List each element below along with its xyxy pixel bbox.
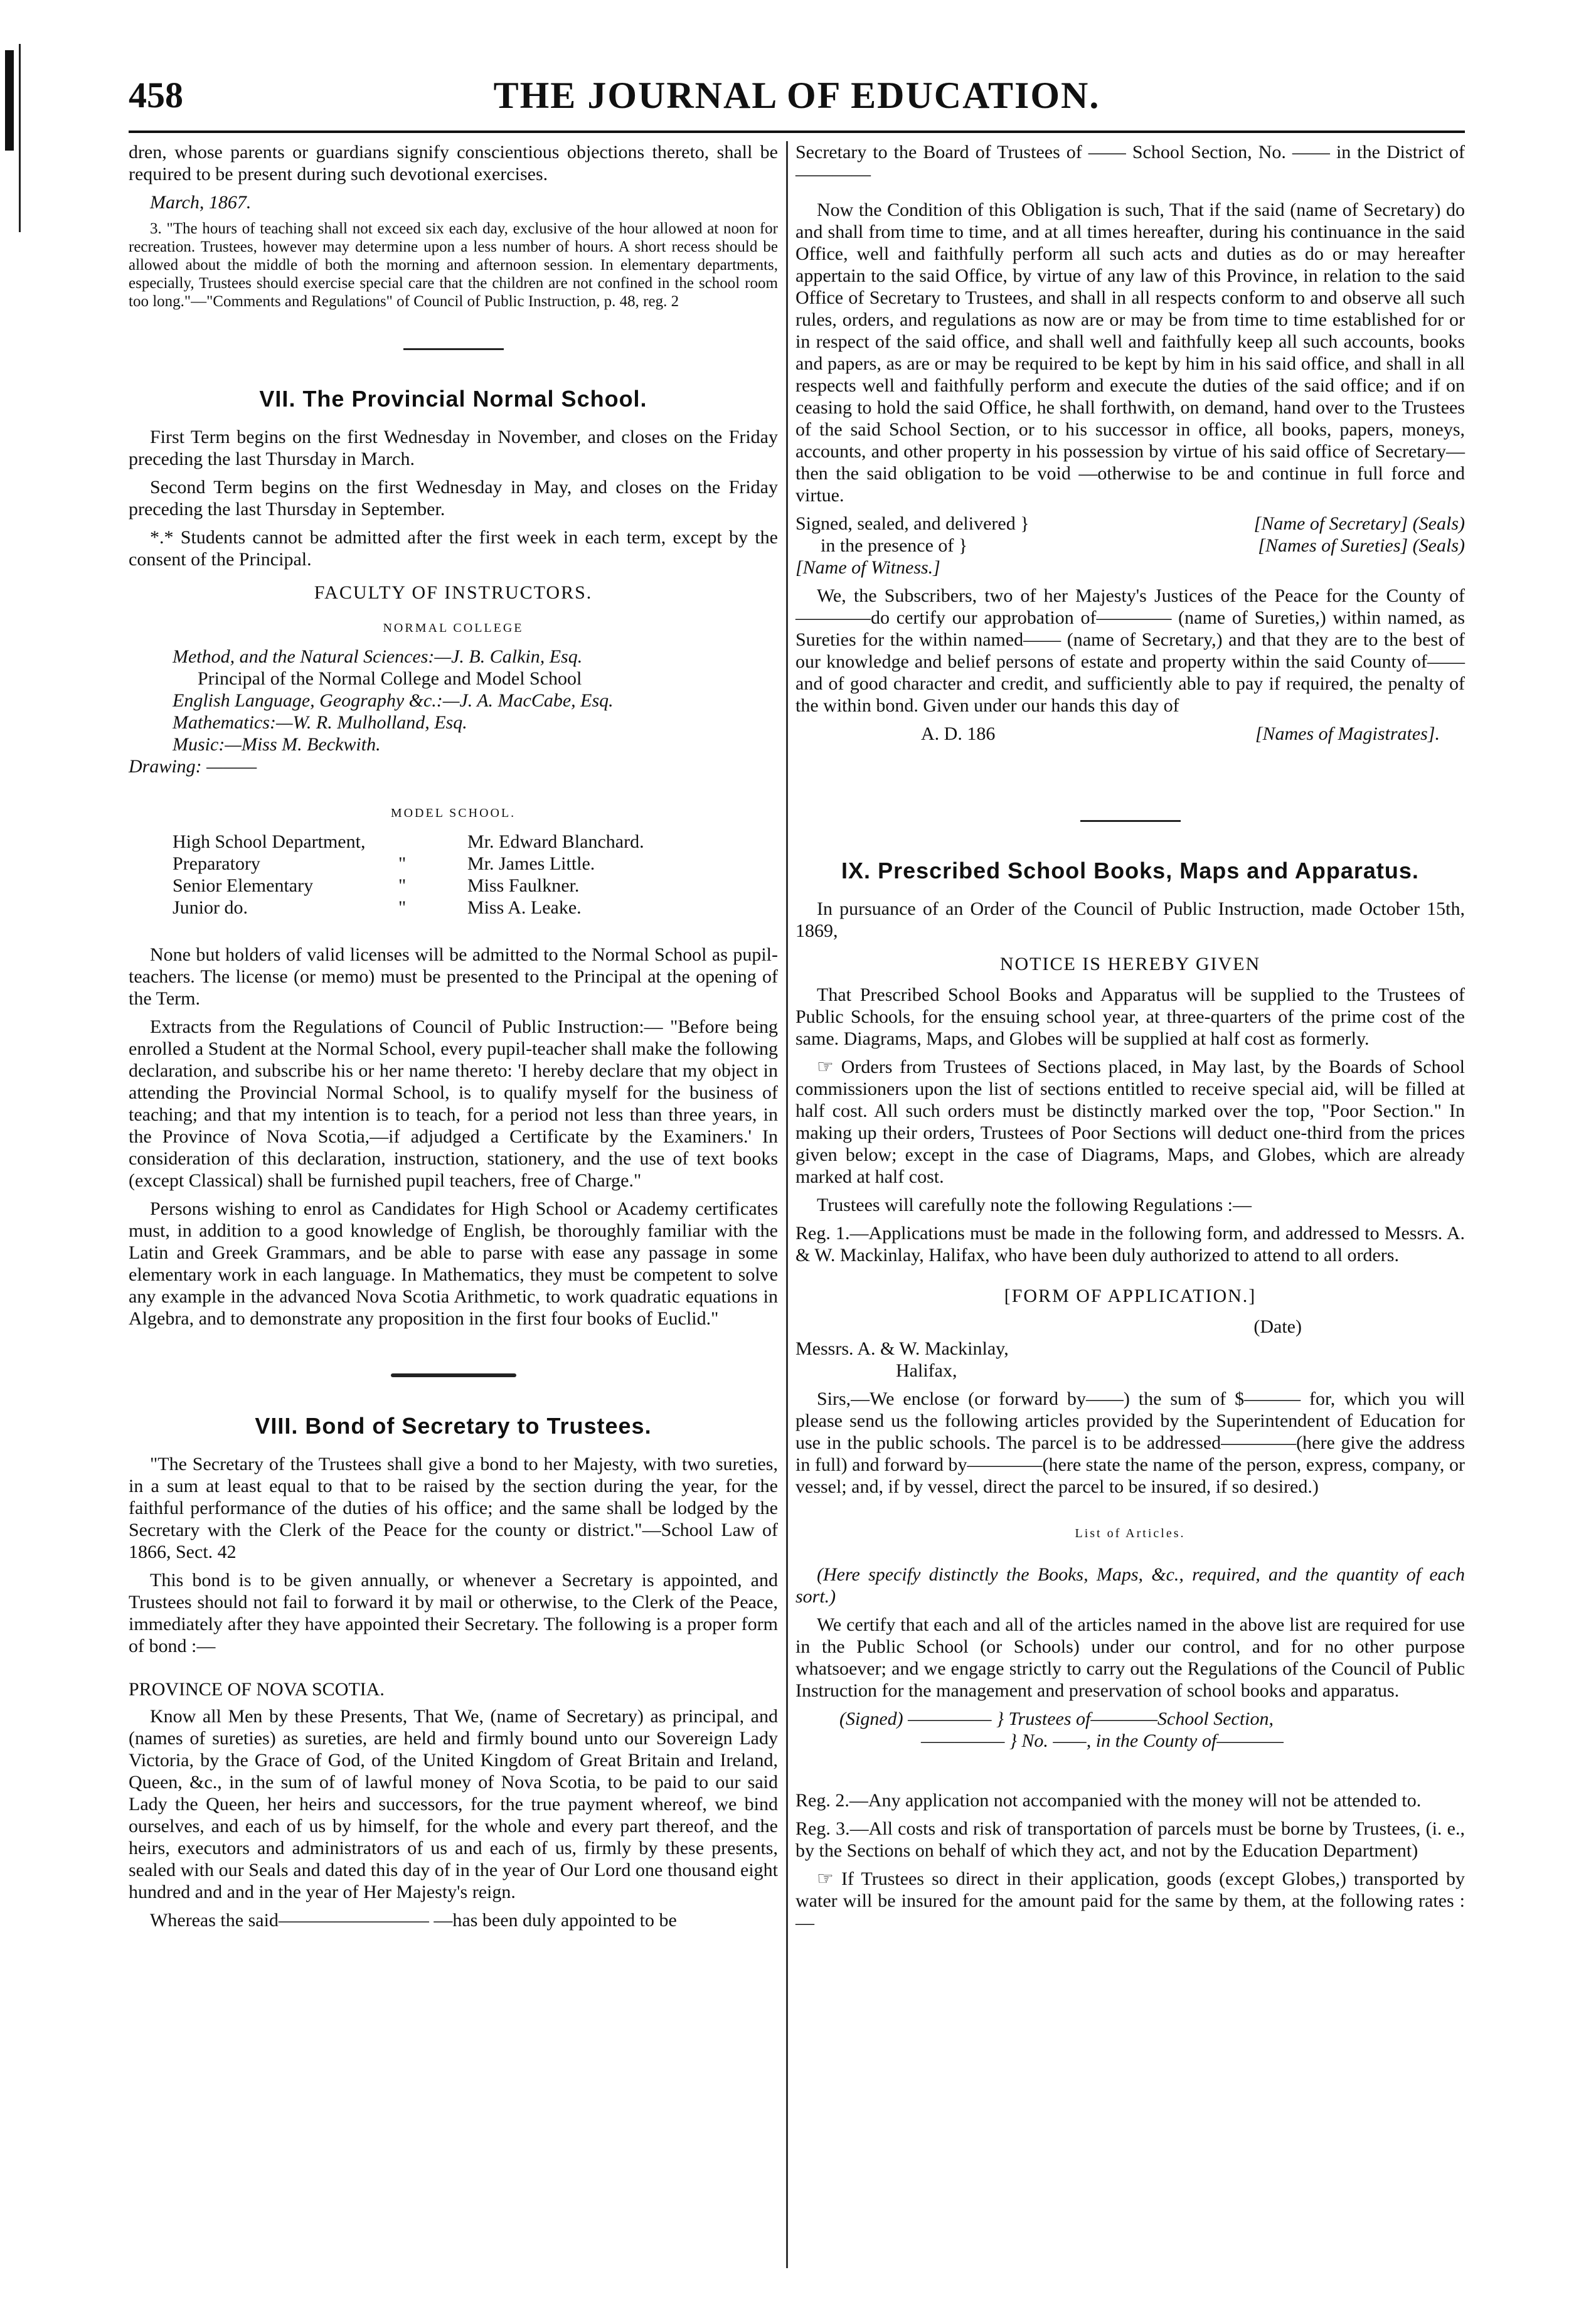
justices-paragraph: We, the Subscribers, two of her Majesty's Justices of the Peace for the County of————do certify our approbation of———— (name of Sureties,) within named, as Sureties for the within named—— (name of Secretary,) and that they are to the best of our knowledge and belief persons of estate and property within the said County of——and of good character and credit, and sufficiently able to pay if required, the penalty of the within bond. Given under our hands this day of — [795, 585, 1465, 716]
journal-title: THE JOURNAL OF EDUCATION. — [493, 75, 1100, 116]
second-term: Second Term begins on the first Wednesday in May, and closes on the Friday preceding the last Thursday in September. — [129, 477, 778, 520]
regulation-2: Reg. 2.—Any application not accompanied with the money will not be attended to. — [795, 1790, 1422, 1811]
extracts-paragraph: Extracts from the Regulations of Council of Public Instruction:— "Before being enrolled a Student at the Normal School, every pupil-teacher shall make the following declaration, and subscribe his or her name thereto: 'I hereby declare that my object in attending the Provincial Normal School, is to qualify myself for the business of teaching; and that my intention is to teach, for a period not less than three years, in the Province of Nova Scotia,—if adjudged a Certificate by the Examiners.' In consideration of this declaration, instruction, stationery, and the use of text books (except Classical) shall be furnished pupil teachers, free of Charge." — [129, 1016, 778, 1191]
model-row — [173, 831, 778, 853]
section-ix-title: IX. Prescribed School Books, Maps and Apparatus. — [841, 858, 1419, 883]
witness-line: [Name of Witness.] — [795, 557, 940, 578]
bond-law-paragraph: "The Secretary of the Trustees shall give a bond to her Majesty, with two sureties, in a sum at least equal to that to be raised by the section during the year, for the faithful performance of the duties of his office; and the same shall be lodged by the Secretary with the Clerk of the Peace for the county or district."—School Law of 1866, Sect. 42 — [129, 1454, 778, 1562]
intro-paragraph: dren, whose parents or guardians signify conscientious objections thereto, shall be required to be present during such devotional exercises. — [129, 142, 778, 184]
regulations-intro: Trustees will carefully note the following Regulations :— — [817, 1195, 1252, 1215]
first-term: First Term begins on the first Wednesday in November, and closes on the Friday preceding the last Thursday in March. — [129, 427, 778, 469]
signed-trustees: (Signed) ————— } Trustees of————School Section, — [839, 1708, 1274, 1729]
signature-row — [795, 535, 1465, 557]
right-column — [795, 141, 1465, 1940]
model-teacher: Miss Faulkner. — [467, 875, 580, 896]
prescribed-books-paragraph: That Prescribed School Books and Apparatus will be supplied to the Trustees of Public Schools, for the ensuing school year, at three-quarters of the prime cost of the same. Diagrams, Maps, and Globes will be supplied at half cost as formerly. — [795, 984, 1465, 1049]
licenses-paragraph: None but holders of valid licenses will be admitted to the Normal School as pupil-teachers. The license (or memo) must be presented to the Principal at the opening of the Term. — [129, 944, 778, 1009]
model-teacher: Mr. Edward Blanchard. — [467, 831, 644, 852]
section-separator — [391, 1373, 516, 1377]
persons-paragraph: Persons wishing to enrol as Candidates for High School or Academy certificates must, in addition to a good knowledge of English, be thoroughly familiar with the Latin and Greek Grammars, and be able to parse with ease any passage in some elementary work in each language. In Mathematics, they must be competent to solve any example in the advanced Nova Scotia Arithmetic, to work quadratic equations in Algebra, and to demonstrate any proposition in the first four books of Euclid." — [129, 1198, 778, 1329]
signed-delivered: Signed, sealed, and delivered } — [795, 513, 1029, 534]
magistrates-names: [Names of Magistrates]. — [1255, 723, 1440, 744]
condition-paragraph: Now the Condition of this Obligation is such, That if the said (name of Secretary) do and shall from time to time, and at all times hereafter, during his continuance in the said Office, well and faithfully perform all such acts and duties as do or may hereafter appertain to the said Office, by virtue of any law of this Province, in relation to the said Office of Secretary to Trustees, and shall in all respects conform to and observe all such rules, orders, and regulations as now are or may be from time to time established for or in respect of the said office, and shall well and faithfully keep all such accounts, books and papers, as are or may be required to be kept by him in his said office, and shall in all respects well and faithfully perform and execute the duties of the said office; and if on ceasing to hold the said Office, he shall forthwith, on demand, hand over to the Trustees of the said School Section, or to his successor in office, all books, papers, moneys, accounts, and other property in his possession by virtue of his said office of Secretary—then the said obligation to be void —otherwise to be and continue in full force and virtue. — [795, 200, 1465, 506]
specify-instruction: (Here specify distinctly the Books, Maps, &c., required, and the quantity of each sort.) — [795, 1564, 1465, 1607]
page-number: 458 — [129, 75, 183, 115]
footnote-hours: 3. "The hours of teaching shall not exceed six each day, exclusive of the hour allowed at noon for recreation. Trustees, however may determine upon a less number of hours. A short recess should be allowed about the middle of both the morning and afternoon session. In elementary departments, especially, Trustees should exercise special care that the children are not confined in the school room too long."—"Comments and Regulations" of Council of Public Instruction, p. 48, reg. 2 — [129, 220, 778, 310]
whereas-line: Whereas the said———————— —has been duly appointed to be — [150, 1910, 677, 1931]
province-heading: PROVINCE OF NOVA SCOTIA. — [129, 1679, 385, 1700]
left-column — [129, 141, 778, 1937]
notice-heading: NOTICE IS HEREBY GIVEN — [999, 954, 1261, 974]
model-teacher: Mr. James Little. — [467, 853, 595, 874]
section-separator — [1080, 820, 1181, 822]
sureties-seal: [Names of Sureties] (Seals) — [1258, 535, 1465, 556]
date-line: March, 1867. — [150, 192, 252, 213]
model-row — [173, 875, 778, 897]
list-of-articles: List of Articles. — [1075, 1527, 1186, 1540]
model-teacher: Miss A. Leake. — [467, 897, 582, 918]
date-placeholder: (Date) — [1253, 1316, 1302, 1337]
faculty-principal: Principal of the Normal College and Model School — [198, 668, 582, 689]
model-dept: High School Department, — [173, 831, 366, 852]
faculty-drawing: Drawing: ——— — [129, 756, 257, 777]
header-rule — [129, 131, 1465, 133]
ad-date: A. D. 186 — [921, 723, 996, 744]
model-mark: " — [398, 853, 407, 874]
regulation-1: Reg. 1.—Applications must be made in the following form, and addressed to Messrs. A. & W. Mackinlay, Halifax, who have been duly authorized to attend to all orders. — [795, 1223, 1465, 1266]
bond-continuation: Secretary to the Board of Trustees of —— School Section, No. —— in the District of———— — [795, 142, 1465, 184]
section-vii-title: VII. The Provincial Normal School. — [259, 386, 647, 412]
model-dept: Senior Elementary — [173, 875, 314, 896]
faculty-english: English Language, Geography &c.:—J. A. MacCabe, Esq. — [173, 690, 614, 711]
model-row — [173, 853, 778, 875]
certify-paragraph: We certify that each and all of the articles named in the above list are required for use in the Public School (or Schools) under our control, and for no other purpose whatsoever; and we engage strictly to carry out the Regulations of the Council of Public Instruction for the management and preservation of school books and apparatus. — [795, 1614, 1465, 1701]
model-mark: " — [398, 875, 407, 896]
orders-paragraph: ☞ Orders from Trustees of Sections placed, in May last, by the Boards of School commissioners upon the list of sections entitled to receive special aid, will be filled at half cost. All such orders must be distinctly marked over the top, "Poor Section." In making up their orders, Trustees of Poor Sections will deduct one-third from the prices given below; except in the case of Diagrams, Maps, and Globes, which are already marked at half cost. — [795, 1057, 1465, 1187]
insurance-paragraph: ☞ If Trustees so direct in their application, goods (except Globes,) transported by water will be insured for the amount paid for the same by them, at the following rates :— — [795, 1868, 1465, 1933]
faculty-heading: FACULTY OF INSTRUCTORS. — [314, 582, 593, 603]
section-viii-title: VIII. Bond of Secretary to Trustees. — [255, 1413, 652, 1439]
model-dept: Preparatory — [173, 853, 260, 874]
addressee-city: Halifax, — [896, 1360, 957, 1381]
model-mark: " — [398, 897, 407, 918]
bond-annual-paragraph: This bond is to be given annually, or whenever a Secretary is appointed, and Trustees should not fail to forward it by mail or otherwise, to the Clerk of the Peace, immediately after they have appointed their Secretary. The following is a proper form of bond :— — [129, 1570, 778, 1656]
page-header — [129, 74, 1465, 118]
magistrate-row — [795, 723, 1465, 745]
students-note: *.* Students cannot be admitted after the first week in each term, except by the consent of the Principal. — [129, 527, 778, 570]
section-separator — [403, 348, 504, 350]
binding-edge-mark — [5, 50, 14, 151]
faculty-music: Music:—Miss M. Beckwith. — [173, 734, 381, 755]
sirs-paragraph: Sirs,—We enclose (or forward by——) the sum of $——— for, which you will please send us the following articles provided by the Superintendent of Education for use in the public schools. The parcel is to be addressed————(here give the address in full) and forward by————(here state the name of the person, express, company, or vessel; and, if by vessel, direct the parcel to be insured, if so desired.) — [795, 1388, 1465, 1497]
signature-row — [795, 513, 1465, 535]
column-divider — [786, 141, 788, 2268]
form-heading: [FORM OF APPLICATION.] — [1004, 1286, 1257, 1306]
regulation-3: Reg. 3.—All costs and risk of transportation of parcels must be borne by Trustees, (i. e., by the Sections on behalf of which they act, and not by the Education Department) — [795, 1818, 1465, 1861]
model-row — [173, 897, 778, 919]
addressee-name: Messrs. A. & W. Mackinlay, — [795, 1338, 1009, 1359]
binding-edge-line — [19, 44, 21, 232]
model-school-heading: MODEL SCHOOL. — [390, 806, 516, 820]
model-mark — [398, 831, 467, 853]
normal-college-heading: NORMAL COLLEGE — [383, 621, 524, 635]
pursuance-paragraph: In pursuance of an Order of the Council of Public Instruction, made October 15th, 1869, — [795, 898, 1465, 941]
model-dept: Junior do. — [173, 897, 248, 918]
faculty-mathematics: Mathematics:—W. R. Mulholland, Esq. — [173, 712, 467, 733]
know-all-men-paragraph: Know all Men by these Presents, That We, (name of Secretary) as principal, and (names of sureties) as sureties, are held and firmly bound unto our Sovereign Lady Victoria, by the Grace of God, of the United Kingdom of Great Britain and Ireland, Queen, &c., in the sum of of lawful money of Nova Scotia, to be paid to our said Lady the Queen, her heirs and successors, for the true payment whereof, we bind ourselves, and each of us by himself, for the whole and every part thereof, and the heirs, executors and administrators of us and each of us, firmly by these presents, sealed with our Seals and dated this day of in the year of Our Lord one thousand eight hundred and and in the year of Her Majesty's reign. — [129, 1706, 778, 1902]
signed-county: ————— } No. ——, in the County of———— — [921, 1730, 1284, 1751]
secretary-seal: [Name of Secretary] (Seals) — [1253, 513, 1465, 534]
in-presence-of: in the presence of } — [821, 535, 968, 556]
faculty-method: Method, and the Natural Sciences:—J. B. Calkin, Esq. — [173, 646, 583, 667]
